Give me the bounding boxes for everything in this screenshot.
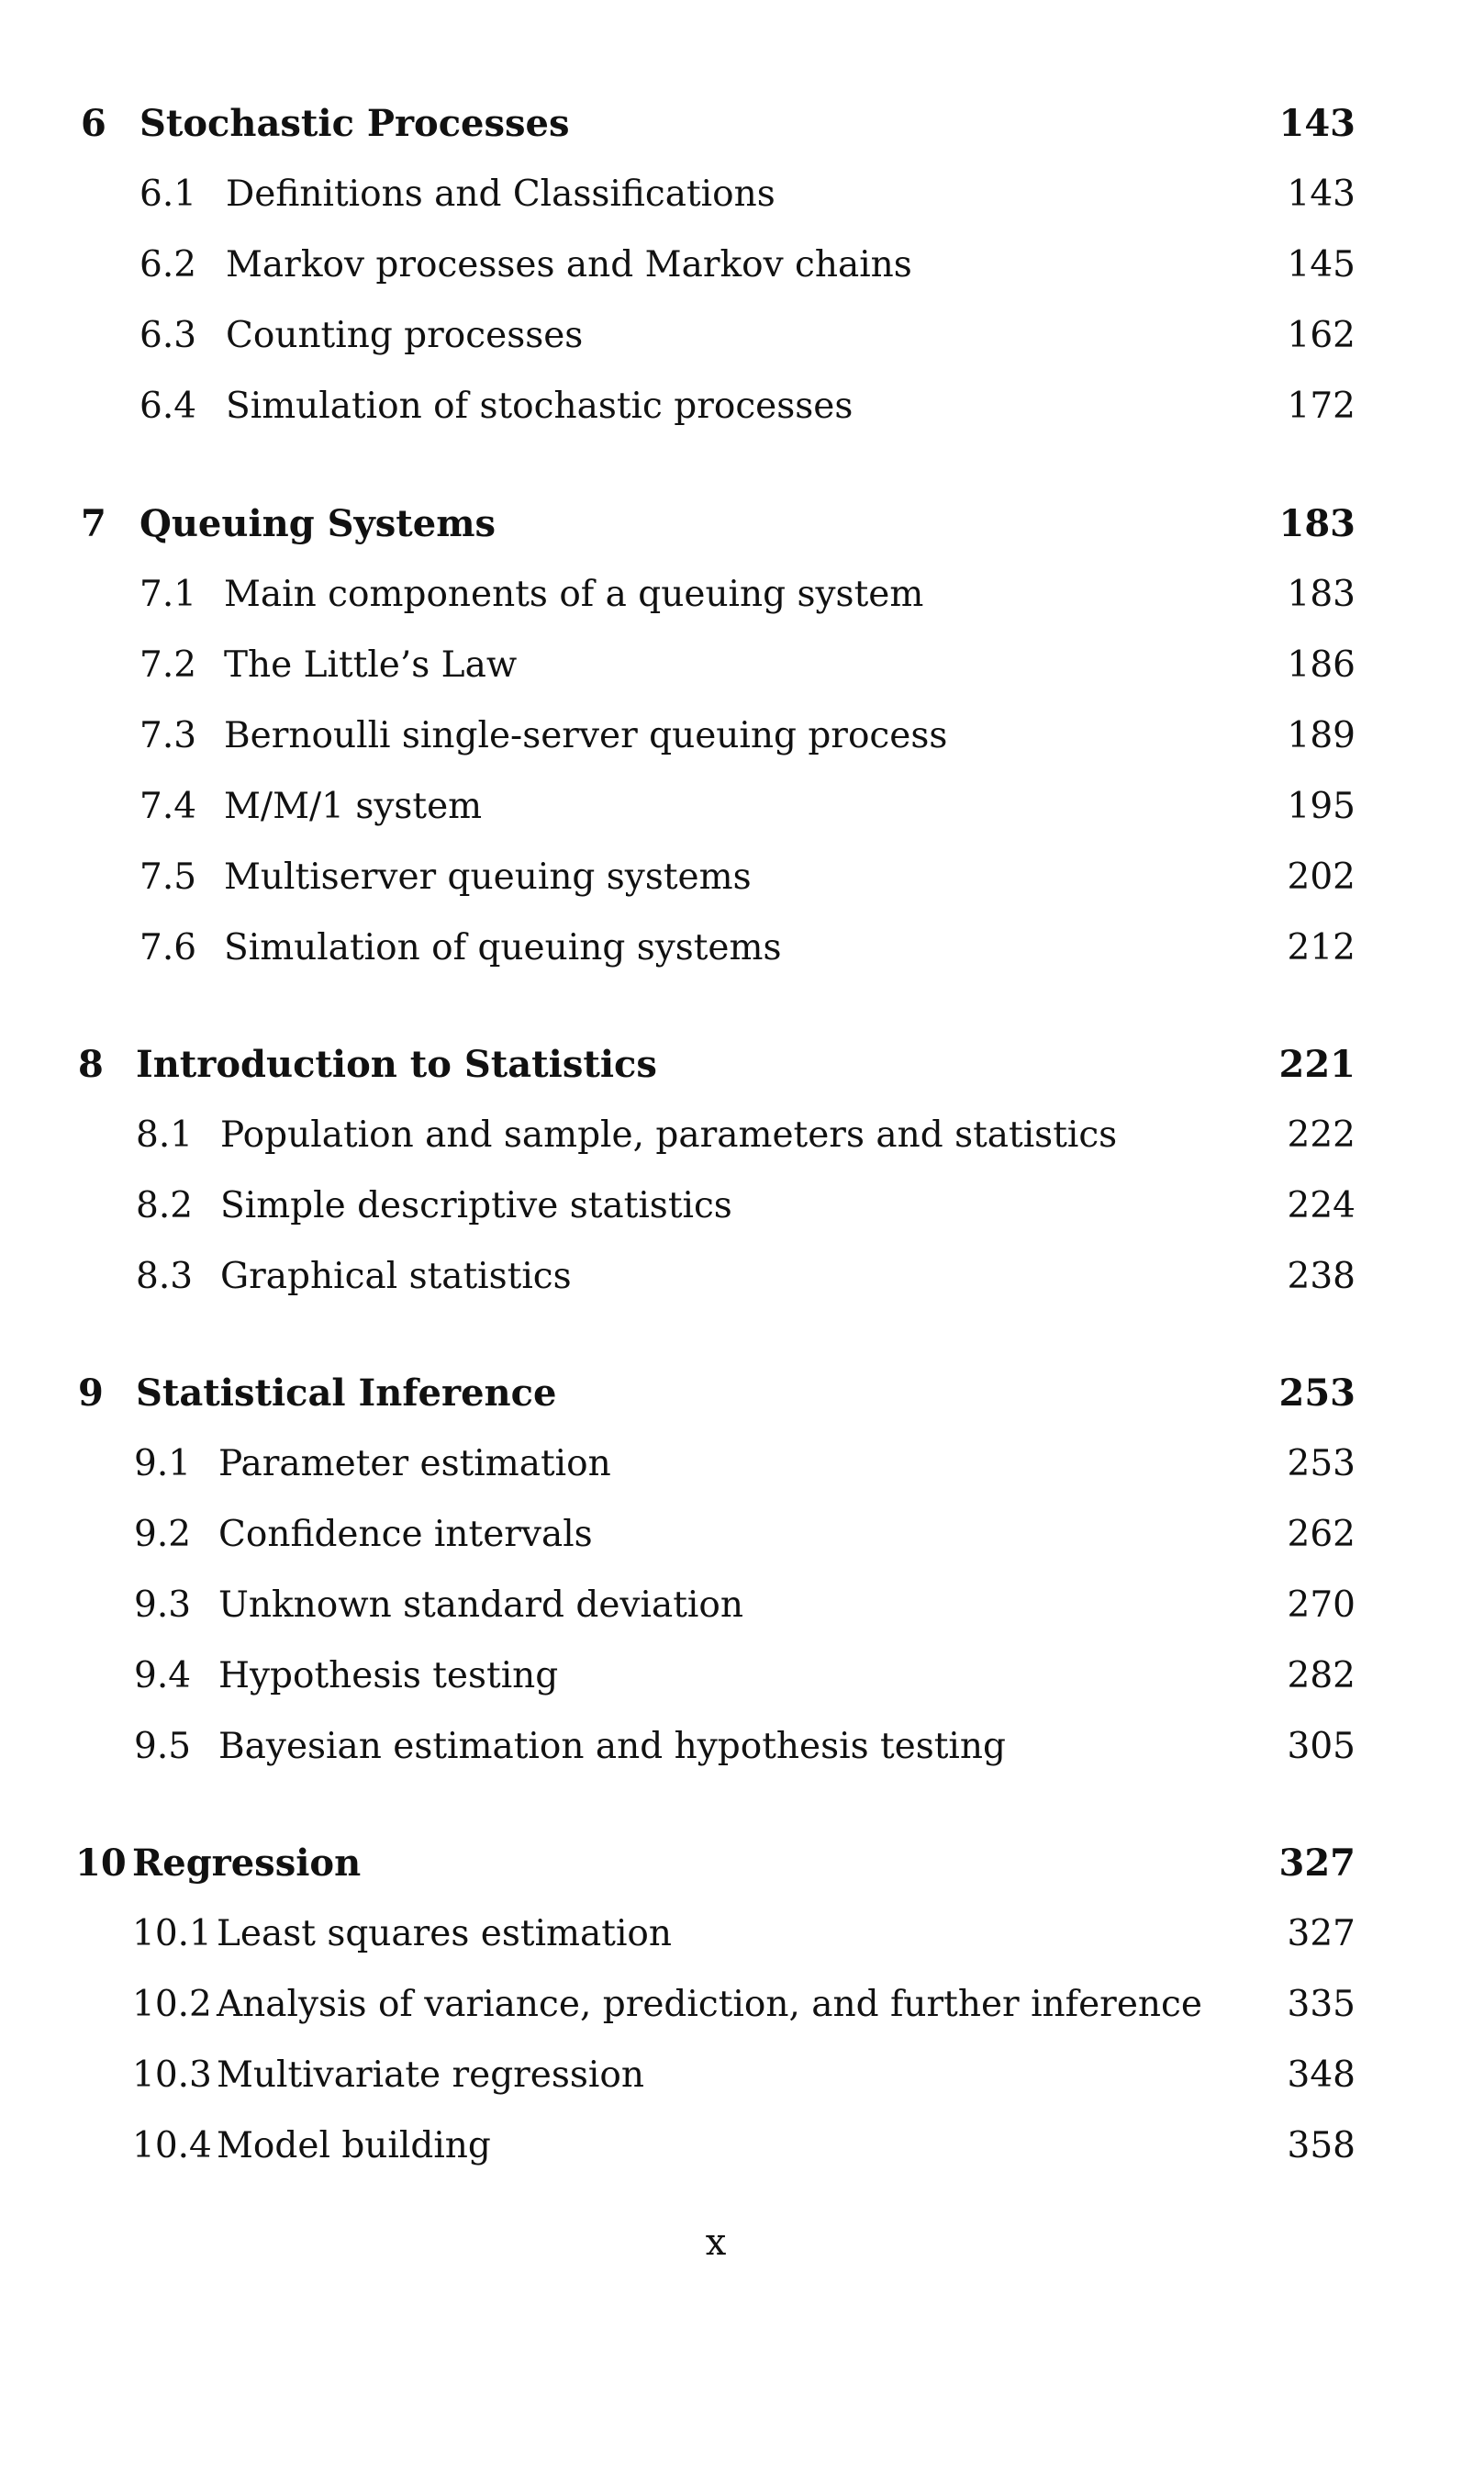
section-page: 238 xyxy=(1287,1256,1356,1297)
chapter-title: Statistical Inference xyxy=(136,1371,557,1415)
section-number: 9.5 xyxy=(134,1726,192,1767)
section-title: Multiserver queuing systems xyxy=(224,856,752,898)
section-number: 7.2 xyxy=(139,644,197,686)
section-page: 162 xyxy=(1287,315,1356,356)
section-entry xyxy=(0,850,1484,905)
section-title: Parameter estimation xyxy=(218,1443,611,1484)
section-page: 253 xyxy=(1287,1443,1356,1484)
section-title: Least squares estimation xyxy=(217,1913,673,1954)
section-number: 6.2 xyxy=(139,244,197,285)
section-title: Bernoulli single-server queuing process xyxy=(224,715,948,756)
section-page: 183 xyxy=(1287,574,1356,615)
section-title: Definitions and Classifications xyxy=(226,174,775,215)
section-page: 224 xyxy=(1287,1185,1356,1226)
section-number: 10.4 xyxy=(132,2125,212,2166)
section-page: 270 xyxy=(1287,1584,1356,1626)
section-title: Graphical statistics xyxy=(220,1256,572,1297)
chapter-number: 7 xyxy=(81,502,106,545)
chapter-heading xyxy=(0,497,1484,552)
section-entry xyxy=(0,2119,1484,2174)
section-page: 202 xyxy=(1287,856,1356,898)
chapter-number: 8 xyxy=(78,1043,104,1086)
section-title: Unknown standard deviation xyxy=(218,1584,743,1626)
section-entry xyxy=(0,1108,1484,1163)
section-page: 186 xyxy=(1287,644,1356,686)
section-entry xyxy=(0,1578,1484,1633)
section-entry xyxy=(0,379,1484,434)
section-entry xyxy=(0,238,1484,293)
section-number: 7.4 xyxy=(139,786,197,827)
section-entry xyxy=(0,1179,1484,1234)
section-title: Model building xyxy=(217,2125,491,2166)
section-number: 7.6 xyxy=(139,927,197,968)
chapter-heading xyxy=(0,1836,1484,1891)
section-title: The Little’s Law xyxy=(224,644,518,686)
section-title: Hypothesis testing xyxy=(218,1655,559,1696)
chapter-page: 221 xyxy=(1278,1043,1356,1086)
section-entry xyxy=(0,921,1484,976)
chapter-title: Regression xyxy=(132,1841,362,1885)
chapter-number: 10 xyxy=(75,1841,127,1885)
section-entry xyxy=(0,1719,1484,1774)
section-title: M/M/1 system xyxy=(224,786,483,827)
section-number: 7.3 xyxy=(139,715,197,756)
section-title: Counting processes xyxy=(226,315,584,356)
section-number: 10.3 xyxy=(132,2054,212,2096)
section-number: 9.1 xyxy=(134,1443,192,1484)
section-number: 9.4 xyxy=(134,1655,192,1696)
chapter-number: 9 xyxy=(78,1371,104,1415)
section-entry xyxy=(0,308,1484,364)
section-number: 7.5 xyxy=(139,856,197,898)
section-entry xyxy=(0,709,1484,764)
chapter-title: Queuing Systems xyxy=(139,502,497,545)
section-page: 143 xyxy=(1287,174,1356,215)
section-title: Simulation of queuing systems xyxy=(224,927,782,968)
section-entry xyxy=(0,567,1484,622)
section-page: 189 xyxy=(1287,715,1356,756)
section-number: 9.2 xyxy=(134,1514,192,1555)
section-page: 348 xyxy=(1287,2054,1356,2096)
section-entry xyxy=(0,1977,1484,2032)
section-title: Analysis of variance, prediction, and further inference xyxy=(217,1984,1202,2025)
section-title: Main components of a queuing system xyxy=(224,574,924,615)
section-number: 8.2 xyxy=(136,1185,194,1226)
section-page: 327 xyxy=(1287,1913,1356,1954)
section-entry xyxy=(0,1907,1484,1962)
chapter-page: 183 xyxy=(1278,502,1356,545)
section-page: 172 xyxy=(1287,386,1356,427)
section-entry xyxy=(0,2048,1484,2103)
section-page: 145 xyxy=(1287,244,1356,285)
section-entry xyxy=(0,167,1484,222)
section-page: 222 xyxy=(1287,1114,1356,1156)
section-page: 212 xyxy=(1287,927,1356,968)
chapter-page: 327 xyxy=(1278,1841,1356,1885)
section-entry xyxy=(0,1437,1484,1492)
section-title: Population and sample, parameters and statistics xyxy=(220,1114,1118,1156)
chapter-number: 6 xyxy=(81,102,106,145)
section-title: Simulation of stochastic processes xyxy=(226,386,854,427)
section-number: 7.1 xyxy=(139,574,197,615)
section-page: 305 xyxy=(1287,1726,1356,1767)
chapter-heading xyxy=(0,96,1484,151)
section-number: 6.1 xyxy=(139,174,197,215)
section-entry xyxy=(0,1249,1484,1304)
section-number: 9.3 xyxy=(134,1584,192,1626)
chapter-heading xyxy=(0,1037,1484,1092)
section-page: 195 xyxy=(1287,786,1356,827)
section-entry xyxy=(0,1507,1484,1562)
section-title: Bayesian estimation and hypothesis testing xyxy=(218,1726,1006,1767)
section-entry xyxy=(0,1649,1484,1704)
section-title: Simple descriptive statistics xyxy=(220,1185,732,1226)
section-page: 262 xyxy=(1287,1514,1356,1555)
chapter-heading xyxy=(0,1366,1484,1421)
section-number: 6.4 xyxy=(139,386,197,427)
chapter-title: Stochastic Processes xyxy=(139,102,570,145)
section-page: 335 xyxy=(1287,1984,1356,2025)
section-title: Markov processes and Markov chains xyxy=(226,244,912,285)
chapter-page: 143 xyxy=(1278,102,1356,145)
chapter-page: 253 xyxy=(1278,1371,1356,1415)
section-entry xyxy=(0,779,1484,834)
section-number: 10.1 xyxy=(132,1913,212,1954)
chapter-title: Introduction to Statistics xyxy=(136,1043,657,1086)
page-folio: x xyxy=(705,2222,727,2264)
section-number: 8.3 xyxy=(136,1256,194,1297)
section-number: 6.3 xyxy=(139,315,197,356)
section-title: Multivariate regression xyxy=(217,2054,644,2096)
section-number: 10.2 xyxy=(132,1984,212,2025)
section-page: 358 xyxy=(1287,2125,1356,2166)
section-page: 282 xyxy=(1287,1655,1356,1696)
section-title: Confidence intervals xyxy=(218,1514,593,1555)
section-number: 8.1 xyxy=(136,1114,194,1156)
section-entry xyxy=(0,638,1484,693)
